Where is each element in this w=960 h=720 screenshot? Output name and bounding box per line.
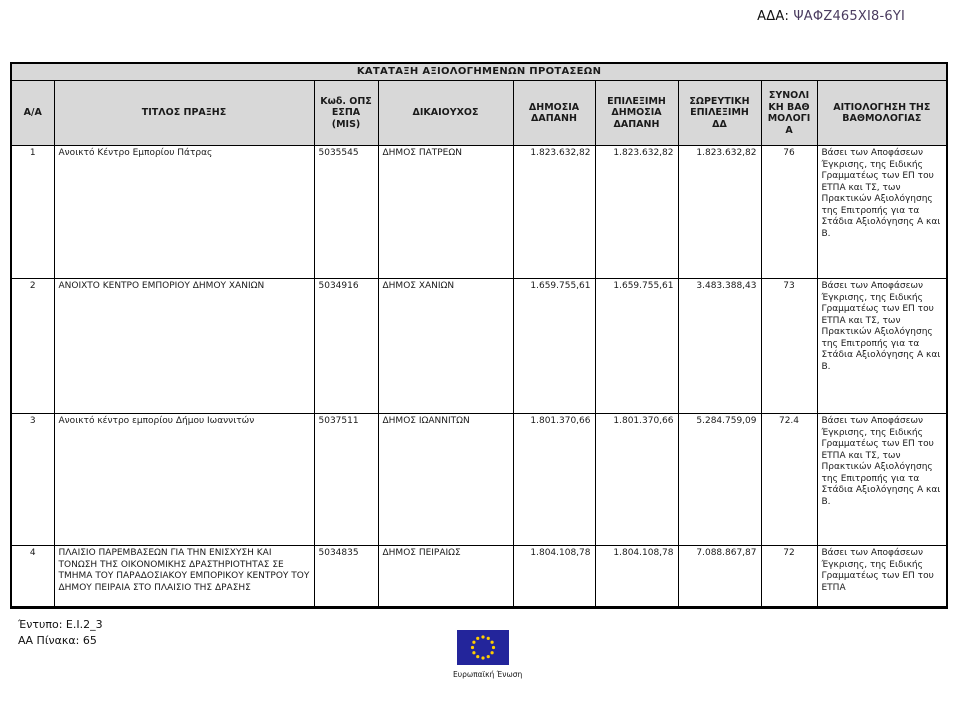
cell-eligible-public-expenditure: 1.823.632,82 [595, 146, 678, 279]
footer-form-label: Έντυπο: Ε.Ι.2_3 [18, 618, 103, 631]
cell-justification: Βάσει των Αποφάσεων Έγκρισης, της Ειδικής Γραμματέως των ΕΠ του ΕΤΠΑ και ΤΣ, των Πρακτικών Αξιολόγησης της Επιτροπής για τα Στάδια Αξιολόγησης Α και Β. [817, 146, 947, 279]
cell-public-expenditure: 1.804.108,78 [513, 546, 595, 608]
ada-label: ΑΔΑ: [757, 9, 790, 24]
cell-justification: Βάσει των Αποφάσεων Έγκρισης, της Ειδικής Γραμματέως των ΕΠ του ΕΤΠΑ και ΤΣ, των Πρακτικών Αξιολόγησης της Επιτροπής για τα Στάδια Αξιολόγησης Α και Β. [817, 279, 947, 414]
cell-aa: 4 [11, 546, 54, 608]
cell-mis: 5037511 [314, 414, 378, 546]
cell-mis: 5035545 [314, 146, 378, 279]
col-header-cumulative-eligible: ΣΩΡΕΥΤΙΚΗ ΕΠΙΛΕΞΙΜΗ ΔΔ [678, 81, 761, 146]
cell-aa: 1 [11, 146, 54, 279]
cell-beneficiary: ΔΗΜΟΣ ΠΕΙΡΑΙΩΣ [378, 546, 513, 608]
table-header-row [11, 81, 947, 146]
table-row [11, 146, 947, 279]
ada-line [757, 9, 905, 24]
cell-eligible-public-expenditure: 1.801.370,66 [595, 414, 678, 546]
eu-flag-icon [457, 630, 509, 665]
table-title: ΚΑΤΑΤΑΞΗ ΑΞΙΟΛΟΓΗΜΕΝΩΝ ΠΡΟΤΑΣΕΩΝ [11, 63, 947, 81]
cell-beneficiary: ΔΗΜΟΣ ΧΑΝΙΩΝ [378, 279, 513, 414]
table-row [11, 546, 947, 608]
cell-eligible-public-expenditure: 1.804.108,78 [595, 546, 678, 608]
cell-public-expenditure: 1.801.370,66 [513, 414, 595, 546]
col-header-aa: Α/Α [11, 81, 54, 146]
table-body [11, 146, 947, 608]
col-header-title: ΤΙΤΛΟΣ ΠΡΑΞΗΣ [54, 81, 314, 146]
ada-code: ΨΑΦΖ465ΧΙ8-6ΥΙ [793, 9, 905, 24]
cell-aa: 2 [11, 279, 54, 414]
cell-mis: 5034835 [314, 546, 378, 608]
cell-score: 72.4 [761, 414, 817, 546]
eu-block [453, 630, 523, 679]
cell-title: Ανοικτό κέντρο εμπορίου Δήμου Ιωαννιτών [54, 414, 314, 546]
cell-beneficiary: ΔΗΜΟΣ ΠΑΤΡΕΩΝ [378, 146, 513, 279]
cell-beneficiary: ΔΗΜΟΣ ΙΩΑΝΝΙΤΩΝ [378, 414, 513, 546]
col-header-justification: ΑΙΤΙΟΛΟΓΗΣΗ ΤΗΣ ΒΑΘΜΟΛΟΓΙΑΣ [817, 81, 947, 146]
cell-cumulative-eligible: 1.823.632,82 [678, 146, 761, 279]
cell-eligible-public-expenditure: 1.659.755,61 [595, 279, 678, 414]
ranking-table [10, 62, 948, 609]
col-header-public-expenditure: ΔΗΜΟΣΙΑ ΔΑΠΑΝΗ [513, 81, 595, 146]
table-row [11, 279, 947, 414]
cell-title: Ανοικτό Κέντρο Εμπορίου Πάτρας [54, 146, 314, 279]
cell-title: ΑΝΟΙΧΤΟ ΚΕΝΤΡΟ ΕΜΠΟΡΙΟΥ ΔΗΜΟΥ ΧΑΝΙΩΝ [54, 279, 314, 414]
col-header-total-score: ΣΥΝΟΛΙΚΗ ΒΑΘΜΟΛΟΓΙΑ [761, 81, 817, 146]
cell-aa: 3 [11, 414, 54, 546]
col-header-eligible-public-expenditure: ΕΠΙΛΕΞΙΜΗ ΔΗΜΟΣΙΑ ΔΑΠΑΝΗ [595, 81, 678, 146]
cell-cumulative-eligible: 3.483.388,43 [678, 279, 761, 414]
table-title-row [11, 63, 947, 81]
cell-justification: Βάσει των Αποφάσεων Έγκρισης, της Ειδικής Γραμματέως των ΕΠ του ΕΤΠΑ και ΤΣ, των Πρακτικών Αξιολόγησης της Επιτροπής για τα Στάδια Αξιολόγησης Α και Β. [817, 414, 947, 546]
eu-flag-caption: Ευρωπαϊκή Ένωση [453, 670, 523, 679]
cell-title: ΠΛΑΙΣΙΟ ΠΑΡΕΜΒΑΣΕΩΝ ΓΙΑ ΤΗΝ ΕΝΙΣΧΥΣΗ ΚΑΙ ΤΟΝΩΣΗ ΤΗΣ ΟΙΚΟΝΟΜΙΚΗΣ ΔΡΑΣΤΗΡΙΟΤΗΤΑΣ ΣΕ ΤΜΗΜΑ ΤΟΥ ΠΑΡΑΔΟΣΙΑΚΟΥ ΕΜΠΟΡΙΚΟΥ ΚΕΝΤΡΟΥ ΤΟΥ ΔΗΜΟΥ ΠΕΙΡΑΙΑ ΣΤΟ ΠΛΑΙΣΙΟ ΤΗΣ ΔΡΑΣΗΣ [54, 546, 314, 608]
cell-cumulative-eligible: 5.284.759,09 [678, 414, 761, 546]
footer-table-number: ΑΑ Πίνακα: 65 [18, 634, 97, 647]
col-header-beneficiary: ΔΙΚΑΙΟΥΧΟΣ [378, 81, 513, 146]
cell-public-expenditure: 1.823.632,82 [513, 146, 595, 279]
table-row [11, 414, 947, 546]
cell-score: 72 [761, 546, 817, 608]
cell-justification: Βάσει των Αποφάσεων Έγκρισης, της Ειδικής Γραμματέως των ΕΠ του ΕΤΠΑ [817, 546, 947, 608]
cell-cumulative-eligible: 7.088.867,87 [678, 546, 761, 608]
cell-score: 73 [761, 279, 817, 414]
cell-score: 76 [761, 146, 817, 279]
cell-public-expenditure: 1.659.755,61 [513, 279, 595, 414]
footer-notes [18, 617, 103, 649]
cell-mis: 5034916 [314, 279, 378, 414]
col-header-mis: Κωδ. ΟΠΣ ΕΣΠΑ (MIS) [314, 81, 378, 146]
